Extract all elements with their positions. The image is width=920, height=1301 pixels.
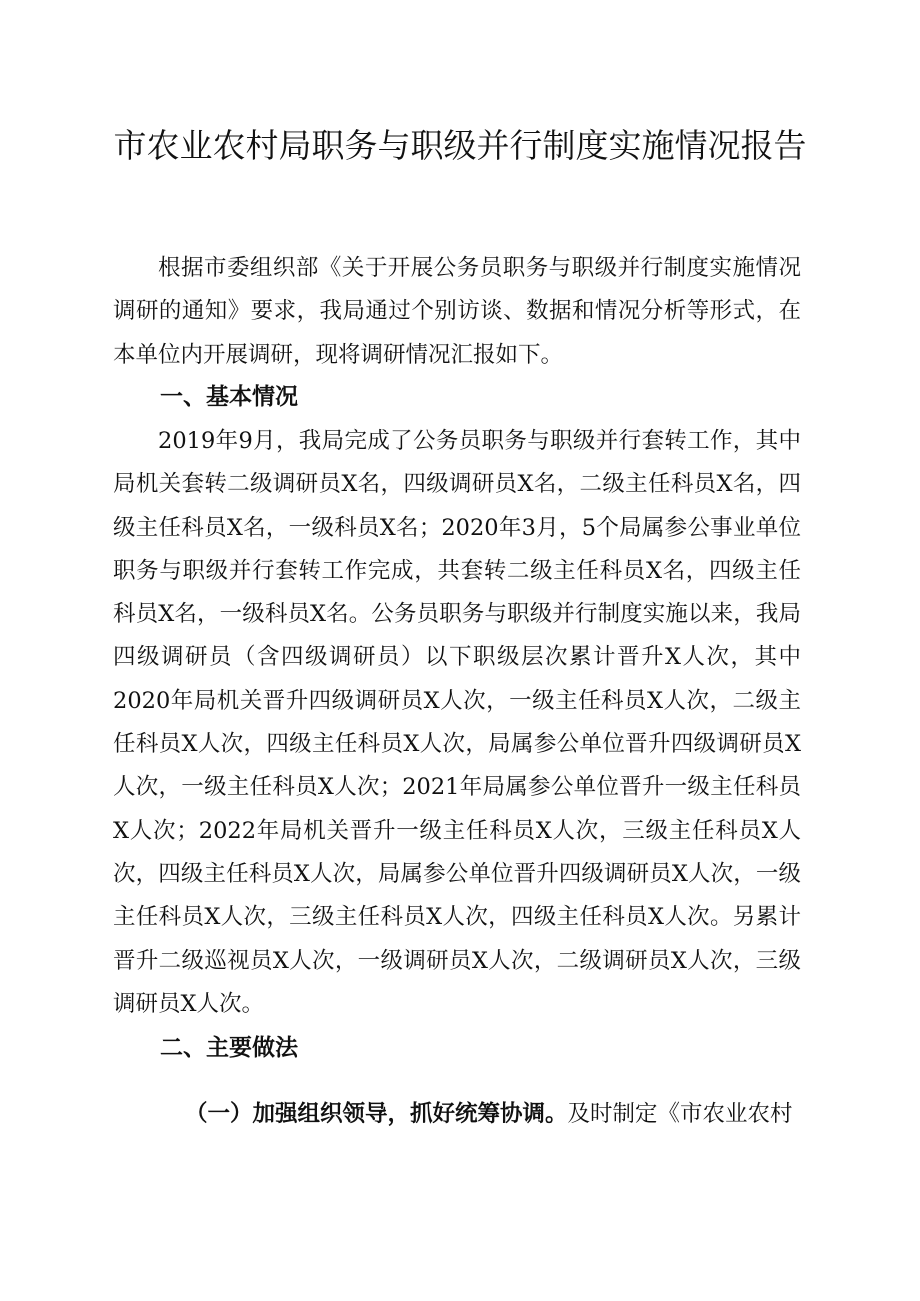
document-title: 市农业农村局职务与职级并行制度实施情况报告 xyxy=(113,126,807,165)
subsection-text: 及时制定《市农业农村 xyxy=(567,1101,793,1127)
subsection-paragraph xyxy=(185,1096,825,1132)
section1-text: 2019年9月，我局完成了公务员职务与职级并行套转工作，其中局机关套转二级调研员X名，四级调研员X名，二级主任科员X名，四级主任科员X名，一级科员X名；2020年3月，5个局属参公事业单位职务与职级并行套转工作完成，共套转二级主任科员X名，四级主任科员X名，一级科员X名。公务员职务与职级并行制度实施以来，我局四级调研员（含四级调研员）以下职级层次累计晋升X人次，其中2020年局机关晋升四级调研员X人次，一级主任科员X人次，二级主任科员X人次，四级主任科员X人次，局属参公单位晋升四级调研员X人次，一级主任科员X人次；2021年局属参公单位晋升一级主任科员X人次；2022年局机关晋升一级主任科员X人次，三级主任科员X人次，四级主任科员X人次，局属参公单位晋升四级调研员X人次，一级主任科员X人次，三级主任科员X人次，四级主任科员X人次。另累计晋升二级巡视员X人次，一级调研员X人次，二级调研员X人次，三级调研员X人次。 xyxy=(113,428,801,1017)
section-heading-practices: 二、主要做法 xyxy=(160,1035,298,1061)
intro-paragraph xyxy=(113,247,801,377)
subsection-heading: （一）加强组织领导，抓好统筹协调。 xyxy=(185,1101,568,1127)
section1-paragraph xyxy=(113,420,801,1026)
section-heading-basic: 一、基本情况 xyxy=(160,384,298,410)
intro-text: 根据市委组织部《关于开展公务员职务与职级并行制度实施情况调研的通知》要求，我局通过个别访谈、数据和情况分析等形式，在本单位内开展调研，现将调研情况汇报如下。 xyxy=(113,255,801,368)
